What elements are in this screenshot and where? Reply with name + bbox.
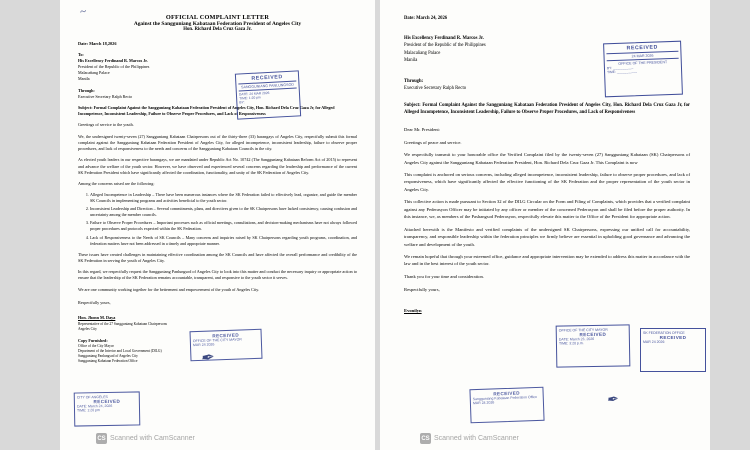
body-paragraph-6: Thank you for your time and consideration. xyxy=(404,273,484,279)
stamp-date: 24 MAR 2026 xyxy=(631,53,654,59)
recipient-place: Malacañang Palace xyxy=(78,69,110,75)
recipient-name: His Excellency Ferdinand R. Marcos Jr. xyxy=(404,36,484,41)
sk-federation-office-stamp xyxy=(469,387,544,424)
subject-block xyxy=(78,105,357,117)
list-item: 4. Lack of Responsiveness to the Needs of SK Councils – Many concerns and inquiries raised by SK Chairpersons regarding youth programs, coordination, and federation matters have not been addressed in a timely and appropriate manner. xyxy=(90,235,357,247)
stamp-office: Sangguniang Kabataan Federation Office xyxy=(472,394,538,402)
body-paragraph-4: Attached herewith is the Manifesto and verified complaints of the undersigned SK Chairpersons, expressing our unified call for accountability, transparency, and responsible leadership within the federation principles we firmly believe are essential in upholding good governance and advancing the welfare and development of the youth. xyxy=(404,226,690,247)
received-stamp-right xyxy=(603,41,683,98)
stamp-date: DATE: March 23, 2026 xyxy=(558,336,595,342)
signature-role: Representative of the 27 Sangguniang Kabataan Chairpersons xyxy=(78,321,168,326)
stamp-word: RECEIVED xyxy=(659,335,687,340)
stamp-time: TIME: 1:20 pm xyxy=(239,95,261,101)
handwritten-signature: ✒ xyxy=(605,392,619,409)
body-paragraph-1: We, the undersigned twenty-seven (27) Sangguniang Kabataan Chairpersons out of the thirty-three (33) barangays of Angeles City, respectfully submit this formal complaint against the Sangguniang Kabataan Federation President of Angeles City, for alleged incompetence, inconsistent leadership, failure to observe proper procedures, and lack of responsiveness to the needs and concerns of the Sangguniang Kabataan Councils in the city. xyxy=(78,133,357,152)
through-person: Executive Secretary Ralph Recto xyxy=(404,86,467,92)
signature-city: Angeles City xyxy=(78,326,97,331)
body-paragraph-5: We remain hopeful that through your esteemed office, guidance and appropriate intervention may be extended to address this matter in accordance with the law and in the best interest of the youth sector. xyxy=(404,253,690,267)
date-line: Date: March 24, 2026 xyxy=(404,16,448,21)
through-label: Through: xyxy=(404,79,424,85)
stamp-office: SK FEDERATION OFFICE xyxy=(643,331,685,335)
signature-name: Hon. Jhonn M. Daya xyxy=(78,315,116,321)
closing-paragraph-3: We are one community working together for the betterment and empowerment of the youth of Angeles City. xyxy=(78,286,260,292)
stamp-office: CITY OF ANGELES xyxy=(76,394,108,400)
stamp-date: MAR 24 2026 xyxy=(192,342,215,348)
stamp-word: RECEIVED xyxy=(93,398,121,405)
stamp-word: RECEIVED xyxy=(579,331,607,338)
stamp-office: OFFICE OF THE PRESIDENT xyxy=(618,60,668,66)
camscanner-badge: CS xyxy=(96,433,107,444)
stamp-date: MAR 24 2026 xyxy=(472,400,495,406)
stamp-office: OFFICE OF THE CITY MAYOR xyxy=(558,327,608,333)
subject-label: Subject: xyxy=(404,102,421,108)
stamp-by: BY: ___________ xyxy=(606,65,634,71)
body-paragraph-3: This collective action is made pursuant to Section 32 of the DILG Circular on the Form and Filing of Complaints, which provides that a verified complaint against any Pederasyon Officer may be initiated by any officer or member of the concerned Pederasyon and shall be filed before the proper authority. In this instance, we, as members of the Pashangsod Pederasyon, respectfully elevate this matter to the Office of the President for appropriate action. xyxy=(404,199,690,220)
copy-furnished-item: Office of the City Mayor xyxy=(78,343,114,348)
stamp-word: RECEIVED xyxy=(493,390,521,397)
concerns-intro: Among the concerns raised are the following: xyxy=(78,181,155,187)
signature-block xyxy=(78,300,357,332)
handwritten-signature: ~ xyxy=(79,5,87,19)
stamp-word: RECEIVED xyxy=(212,332,240,339)
handwritten-signature: ✒ xyxy=(199,349,215,368)
copy-furnished-item: Sangguniang Panlungsod of Angeles City xyxy=(78,353,138,358)
stamp-word: RECEIVED xyxy=(626,44,659,52)
stamp-time: TIME: ___________ xyxy=(607,69,638,75)
subject-block xyxy=(404,102,690,117)
copy-furnished-item: Department of the Interior and Local Government (DILG) xyxy=(78,348,162,353)
stamp-office: OFFICE OF THE CITY MAYOR xyxy=(192,337,242,344)
concern-list xyxy=(78,192,357,247)
salutation: Dear Mr. President: xyxy=(404,127,441,133)
signature-respectfully: Respectfully yours, xyxy=(78,300,111,306)
page-title: OFFICIAL COMPLAINT LETTER xyxy=(165,14,270,21)
body-paragraph-1: We respectfully transmit to your honorable office the Verified Complaint filed by the twenty-seven (27) Sangguniang Kabataan (SK) Chairpersons of Angeles City against the Sangguniang Kabataan Federation President, Hon. Richard Dela Cruz Gaza Jr. This Complaint is now xyxy=(404,152,690,165)
recipient-place: Malacañang Palace xyxy=(404,50,441,56)
camscanner-watermark-right xyxy=(420,433,519,444)
stamp-time: TIME: 3:20 p.m. xyxy=(558,341,584,346)
recipient-title: President of the Republic of the Philippines xyxy=(78,63,150,69)
date-line: Date: March 18,2026 xyxy=(78,41,117,46)
body-paragraph-2: As elected youth leaders in our respective barangays, we are mandated under Republic Act No. 10742 (The Sangguniang Kabataan Reform Act of 2015) to represent and advance the welfare of the youth sector. However, we have observed and experienced several concerns regarding the leadership and performance of the current SK Federation President which have significantly affected the coordination, functionality, and unity of the SK Federation of Angeles City. xyxy=(78,157,357,176)
recipient-title: President of the Republic of the Philippines xyxy=(404,43,486,49)
received-stamp-left xyxy=(235,70,301,119)
signature-respectfully: Respectfully yours, xyxy=(404,287,440,293)
signature-block xyxy=(404,287,690,315)
stamp-date: DATE: March 24, 2026 xyxy=(76,403,113,409)
camscanner-text: Scanned with CamScanner xyxy=(434,435,519,442)
stamp-time: TIME: 1:20 pm xyxy=(76,408,101,413)
camscanner-watermark-left xyxy=(96,433,195,444)
list-item: 1. Alleged Incompetence in Leadership – There have been numerous instances where the SK Federation failed to effectively lead, organize, and guide the member SK Councils in implementing programs and activities beneficial to the youth sector. xyxy=(90,192,357,204)
copy-furnished-item: Sangguniang Kabataan Federation Office xyxy=(78,358,138,363)
stamp-date: DATE: 24 MAR 2026 xyxy=(238,90,270,97)
page-subject-person: Hon. Richard Dela Cruz Gaza Jr. xyxy=(183,27,252,32)
stamp-date: MAR 24 2026 xyxy=(643,340,665,344)
salutation: Greetings of service to the youth. xyxy=(78,122,134,128)
copy-furnished-label: Copy Furnished: xyxy=(78,337,108,343)
closing-paragraph-1: These issues have created challenges in maintaining effective coordination among the SK Councils and have affected the overall performance and credibility of the SK Federation in serving the youth of Angeles City. xyxy=(78,251,357,263)
city-of-angeles-stamp xyxy=(74,391,141,426)
stamp-by: BY: xyxy=(239,100,245,105)
camscanner-text: Scanned with CamScanner xyxy=(110,435,195,442)
stamp-office: SANGGUNIANG PANLUNGSOD xyxy=(241,82,295,90)
recipient-city: Manila xyxy=(78,75,90,81)
recipient-city: Manila xyxy=(404,57,418,63)
body-paragraph-2: This complaint is anchored on serious concerns, including alleged incompetence, inconsistent leadership, failure to observe proper procedures, and lack of responsiveness, which have significantly affected the effective functioning of the SK Federation and the proper representation of the youth sector in Angeles City. xyxy=(404,172,690,192)
camscanner-badge: CS xyxy=(420,433,431,444)
through-label: Through: xyxy=(78,87,95,93)
subject-text: Formal Complaint Against the Sangguniang Kabataan Federation President of Angeles City, Hon. Richard Dela Cruz Gaza Jr, for Alleged Incompetence, Inconsistent Leadership, Failure to Observe Proper Procedures, and Lack of Responsiveness xyxy=(404,102,691,115)
recipient-name: His Excellency Ferdinand R. Marcos Jr. xyxy=(78,57,148,63)
city-mayor-stamp-right xyxy=(556,324,631,367)
closing-paragraph-2: In this regard, we respectfully request the Sangguniang Panlungsod of Angeles City to look into this matter and conduct the necessary inquiry or appropriate action to ensure that the leadership of the SK Federation remains accountable, transparent, and responsive to the youth sector it serves. xyxy=(78,269,357,281)
signature-name: Evonilyn xyxy=(404,308,422,314)
subject-text: Formal Complaint Against the Sangguniang Kabataan Federation President of Angeles City, Hon. Richard Dela Cruz Gaza Jr, for Alleged Incompetence, Inconsistent Leadership, Failure to Observe Proper Procedures, and Lack of Responsiveness xyxy=(78,105,335,117)
document-page-left xyxy=(60,0,375,450)
subject-label: Subject: xyxy=(78,105,93,111)
page-subtitle: Against the Sangguniang Kabataan Federation President of Angeles City xyxy=(133,21,302,27)
sk-federation-stamp xyxy=(640,328,706,372)
stamp-word: RECEIVED xyxy=(251,74,283,82)
to-label: To: xyxy=(78,52,84,57)
through-person: Executive Secretary Ralph Recto xyxy=(78,93,133,99)
greeting: Greetings of peace and service. xyxy=(404,139,462,145)
list-item: 2. Inconsistent Leadership and Direction – Several commitments, plans, and directives given to the SK Chairpersons have lacked consistency, causing confusion and uncertainty among the member councils. xyxy=(90,206,357,218)
list-item: 3. Failure to Observe Proper Procedures – Important processes such as official meetings, consultations, and decision-making mechanisms have not always followed proper procedures and protocols expected within the SK Federation. xyxy=(90,220,357,232)
